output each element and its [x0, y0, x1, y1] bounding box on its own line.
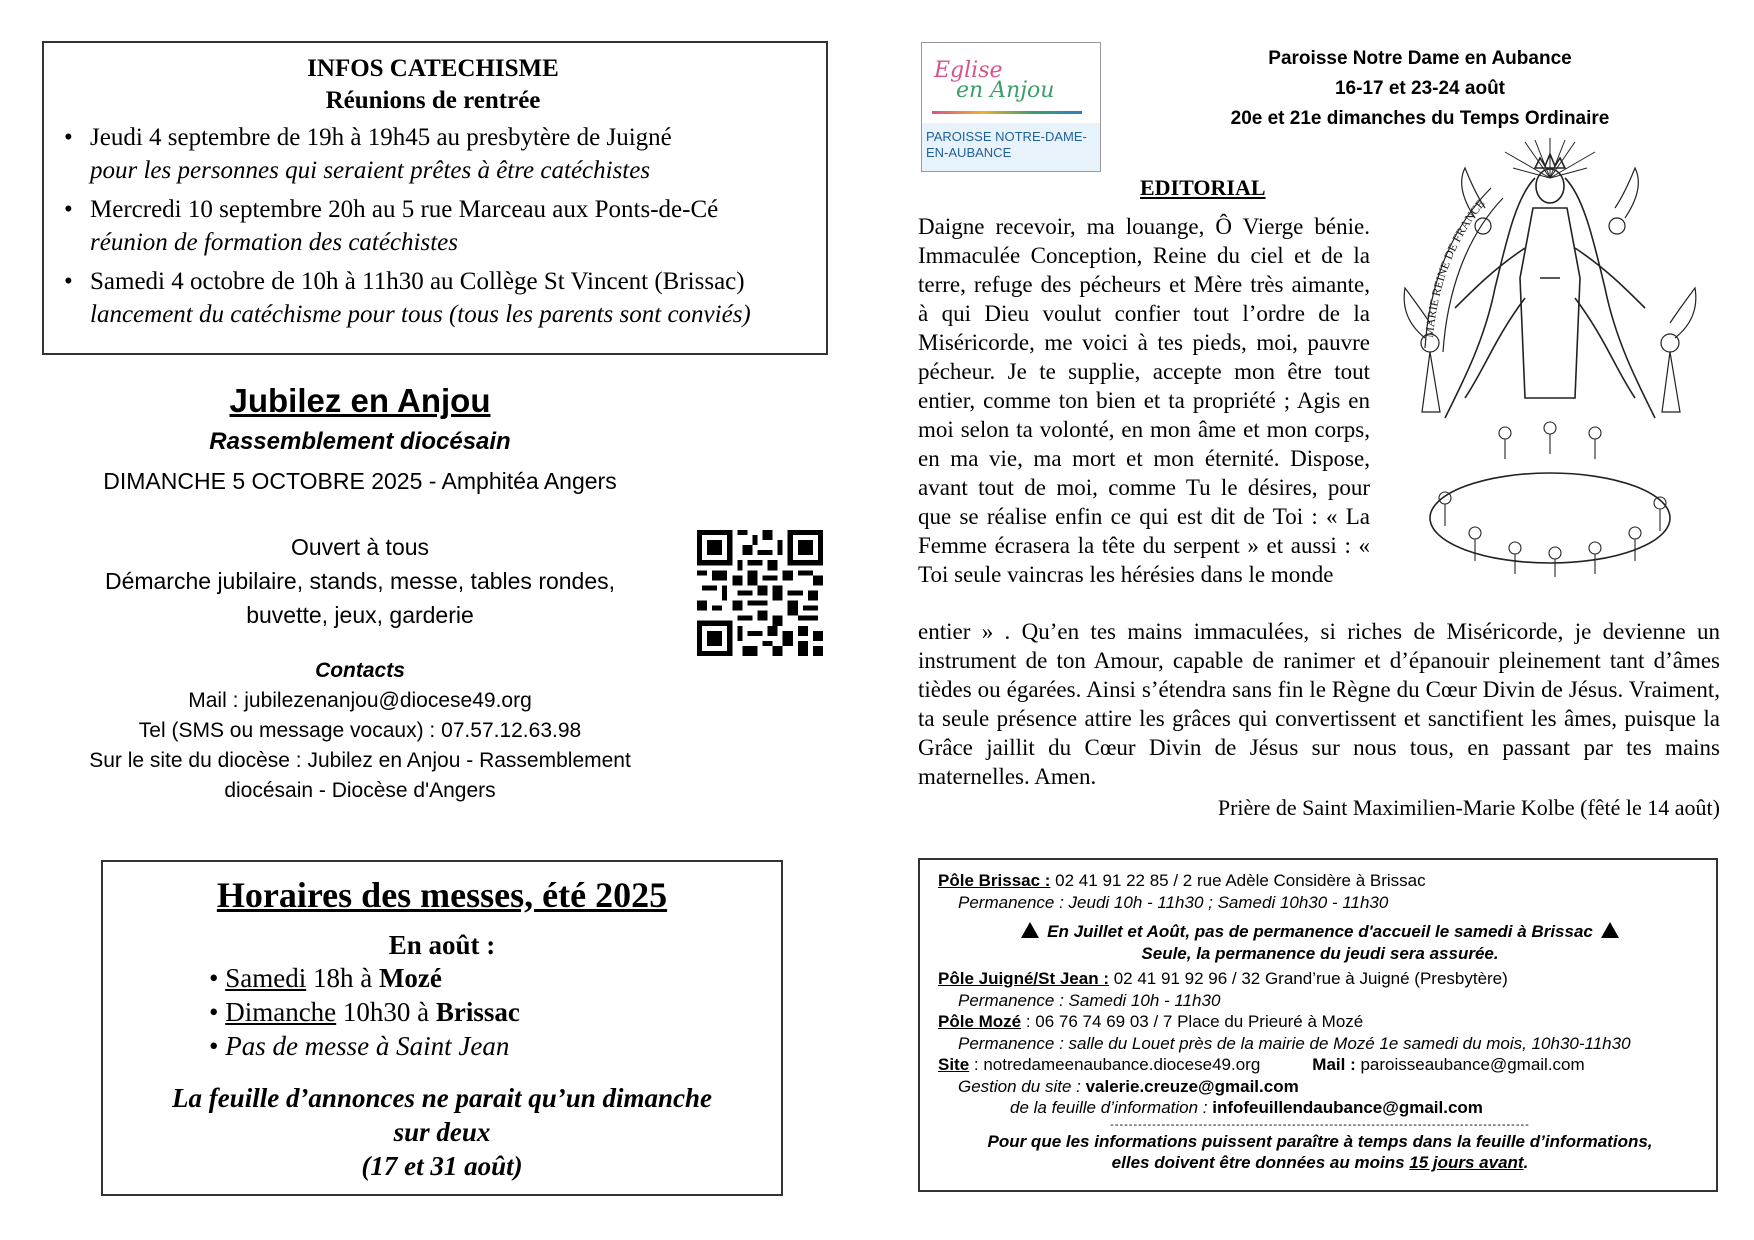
item-sub: réunion de formation des catéchistes	[90, 229, 458, 256]
pole-moze-permanence: Permanence : salle du Louet près de la mairie de Mozé 1e samedi du mois, 10h30-11h30	[958, 1033, 1631, 1053]
samedi-place: Mozé	[378, 963, 442, 993]
pole-brissac-permanence: Permanence : Jeudi 10h - 11h30 ; Samedi 10h30 - 11h30	[958, 892, 1389, 912]
feuille-line	[938, 1097, 1702, 1119]
deadline-days: 15 jours avant	[1409, 1153, 1524, 1172]
pas-de-messe: Pas de messe à Saint Jean	[225, 1031, 510, 1061]
contacts-title: Contacts	[315, 659, 405, 682]
feuille-mail[interactable]: infofeuillendaubance@gmail.com	[1212, 1098, 1483, 1117]
pole-juigne-permanence: Permanence : Samedi 10h - 11h30	[958, 990, 1221, 1010]
warning-icon	[1021, 922, 1039, 938]
editorial-text-part1: Daigne recevoir, ma louange, Ô Vierge bénie. Immaculée Conception, Reine du ciel et de la terre, refuge des pécheurs et Mère très aimante, à qui Dieu voulut confier tout l’ordre de la Miséricorde, me voici à tes pieds, moi, pauvre pécheur. Je te supplie, accepte mon être tout entier, comme ton bien et ta propriété ; Agis en moi selon ta volonté, en mon âme et mon corps, en ma vie, ma mort et mon éternité. Dispose, avant tout de moi, comme Tu le désires, pour que se réalise enfin ce qui est dit de Toi : « La Femme écrasera la tête du serpent » et aussi : « Toi seule vaincras les hérésies dans le monde	[918, 214, 1370, 587]
divider: ------------------------------------------------------------------------------------------	[1110, 1118, 1530, 1131]
dimanche-line: • Dimanche 10h30 à Brissac	[209, 997, 520, 1027]
list-item	[64, 121, 804, 187]
contacts-block	[0, 656, 720, 806]
pole-brissac	[938, 870, 1702, 892]
editorial-title: EDITORIAL	[1140, 175, 1266, 200]
note-line: La feuille d’annonces ne parait qu’un dimanche	[171, 1083, 713, 1113]
samedi-line: • Samedi 18h à Mozé	[209, 963, 442, 993]
bulletin-sundays: 20e et 21e dimanches du Temps Ordinaire	[1230, 108, 1610, 129]
editorial-text-part2: entier » . Qu’en tes mains immaculées, si riches de Miséricorde, je devienne un instrument de ton Amour, capable de ranimer et d’épanouir pleinement tant d’âmes tièdes ou égarées. Ainsi s’étendra sans fin le Règne du Cœur Divin de Jésus. Vraiment, ta seule présence attire les grâces qui convertissent et sanctifient les âmes, puisque la Grâce jaillit du Cœur Divin de Jésus sur nous tous, en passant par tes mains maternelles. Amen.	[918, 619, 1720, 789]
pole-brissac-label: Pôle Brissac :	[938, 871, 1051, 890]
horaires-month: En août :	[388, 930, 496, 960]
contact-site: Sur le site du diocèse : Jubilez en Anjou - Rassemblement	[89, 749, 631, 772]
samedi-day: Samedi	[225, 963, 307, 993]
contact-mail: Mail : jubilezenanjou@diocese49.org	[188, 689, 532, 712]
samedi-time: 18h à	[306, 963, 379, 993]
summer-warning	[938, 921, 1702, 964]
saint-jean-line: • Pas de messe à Saint Jean	[209, 1031, 510, 1061]
warning-line2: Seule, la permanence du jeudi sera assurée.	[1141, 943, 1499, 963]
bullet-icon: •	[64, 268, 73, 295]
open-line: buvette, jeux, garderie	[246, 602, 474, 628]
catechisme-list	[62, 121, 804, 331]
bullet-icon: •	[64, 124, 73, 151]
open-line: Ouvert à tous	[290, 534, 430, 560]
horaires-note	[123, 1081, 761, 1183]
editorial-signature: Prière de Saint Maximilien-Marie Kolbe (fêté le 14 août)	[1217, 795, 1720, 820]
jubilez-description	[0, 530, 720, 632]
warning-line1: En Juillet et Août, pas de permanence d'accueil le samedi à Brissac	[1047, 922, 1593, 941]
item-sub: lancement du catéchisme pour tous (tous les parents sont conviés)	[90, 301, 751, 328]
bulletin-header	[1190, 44, 1650, 134]
parish-info-box	[918, 858, 1718, 1192]
parish-mail[interactable]: paroisseaubance@gmail.com	[1355, 1055, 1585, 1074]
item-main: Samedi 4 octobre de 10h à 11h30 au Collège St Vincent (Brissac)	[90, 268, 745, 295]
note-line: sur deux	[393, 1117, 491, 1147]
pole-juigne-label: Pôle Juigné/St Jean :	[938, 969, 1109, 988]
logo-script	[934, 58, 1055, 103]
pole-moze	[938, 1011, 1702, 1033]
qr-code-icon	[697, 530, 823, 656]
dimanche-time: 10h30 à	[336, 997, 436, 1027]
bullet-icon: •	[64, 196, 73, 223]
gestion-line	[938, 1076, 1702, 1098]
deadline-text: elles doivent être données au moins	[1111, 1153, 1410, 1172]
dimanche-place: Brissac	[435, 997, 520, 1027]
horaires-title: Horaires des messes, été 2025	[216, 875, 668, 915]
dimanche-day: Dimanche	[225, 997, 337, 1027]
pole-moze-label: Pôle Mozé	[938, 1012, 1022, 1031]
warning-icon	[1601, 922, 1619, 938]
mail-label: Mail :	[1312, 1055, 1356, 1074]
contact-tel: Tel (SMS ou message vocaux) : 07.57.12.63.98	[138, 719, 582, 742]
item-sub: pour les personnes qui seraient prêtes à être catéchistes	[90, 157, 651, 184]
contact-site-cont: diocésain - Diocèse d'Angers	[224, 779, 496, 802]
logo-rule	[932, 111, 1082, 114]
gestion-label: Gestion du site :	[958, 1076, 1086, 1096]
parish-name: Paroisse Notre Dame en Aubance	[1268, 48, 1572, 69]
gestion-mail[interactable]: valerie.creuze@gmail.com	[1085, 1076, 1299, 1096]
jubilez-date: DIMANCHE 5 OCTOBRE 2025 - Amphitéa Angers	[103, 468, 617, 494]
banner-text: MARIE REINE DE FRANCE	[1421, 196, 1488, 339]
logo-anjou: en Anjou	[956, 78, 1055, 103]
bulletin-dates: 16-17 et 23-24 août	[1334, 78, 1506, 99]
pole-brissac-text: 02 41 91 22 85 / 2 rue Adèle Considère à Brissac	[1050, 871, 1426, 890]
pole-juigne	[938, 968, 1702, 990]
site-url[interactable]: : notredameenaubance.diocese49.org	[969, 1055, 1261, 1074]
logo-eglise: Eglise	[934, 58, 1003, 83]
pole-moze-text: : 06 76 74 69 03 / 7 Place du Prieuré à Mozé	[1021, 1012, 1364, 1031]
list-item	[64, 265, 804, 331]
deadline-end: .	[1523, 1153, 1529, 1172]
parish-logo	[921, 42, 1101, 172]
open-line: Démarche jubilaire, stands, messe, tables rondes,	[104, 568, 616, 594]
logo-text	[926, 129, 1087, 161]
catechisme-box	[42, 41, 828, 355]
logo-parish-line2: EN-AUBANCE	[926, 145, 1012, 160]
jubilez-subtitle: Rassemblement diocésain	[209, 428, 511, 455]
note-line: (17 et 31 août)	[361, 1151, 523, 1181]
deadline-note-line1: Pour que les informations puissent paraître à temps dans la feuille d’informations,	[987, 1131, 1653, 1151]
catechisme-subtitle: Réunions de rentrée	[325, 87, 541, 114]
pole-juigne-text: 02 41 91 92 96 / 32 Grand’rue à Juigné (Presbytère)	[1109, 969, 1508, 988]
logo-parish-line1: PAROISSE NOTRE-DAME-	[926, 129, 1087, 144]
svg-text:MARIE REINE DE FRANCE	[1422, 197, 1487, 339]
catechisme-title: INFOS CATECHISME	[307, 55, 559, 82]
feuille-label: de la feuille d’information :	[1010, 1098, 1213, 1117]
list-item	[64, 193, 804, 259]
deadline-note-line2	[938, 1152, 1702, 1174]
item-main: Jeudi 4 septembre de 19h à 19h45 au presbytère de Juigné	[90, 124, 672, 151]
site-label: Site	[938, 1055, 970, 1074]
virgin-mary-illustration	[1385, 138, 1715, 578]
jubilez-title: Jubilez en Anjou	[229, 382, 491, 419]
horaires-box	[101, 860, 783, 1196]
site-mail-line	[938, 1054, 1702, 1076]
item-main: Mercredi 10 septembre 20h au 5 rue Marceau aux Ponts-de-Cé	[90, 196, 719, 223]
